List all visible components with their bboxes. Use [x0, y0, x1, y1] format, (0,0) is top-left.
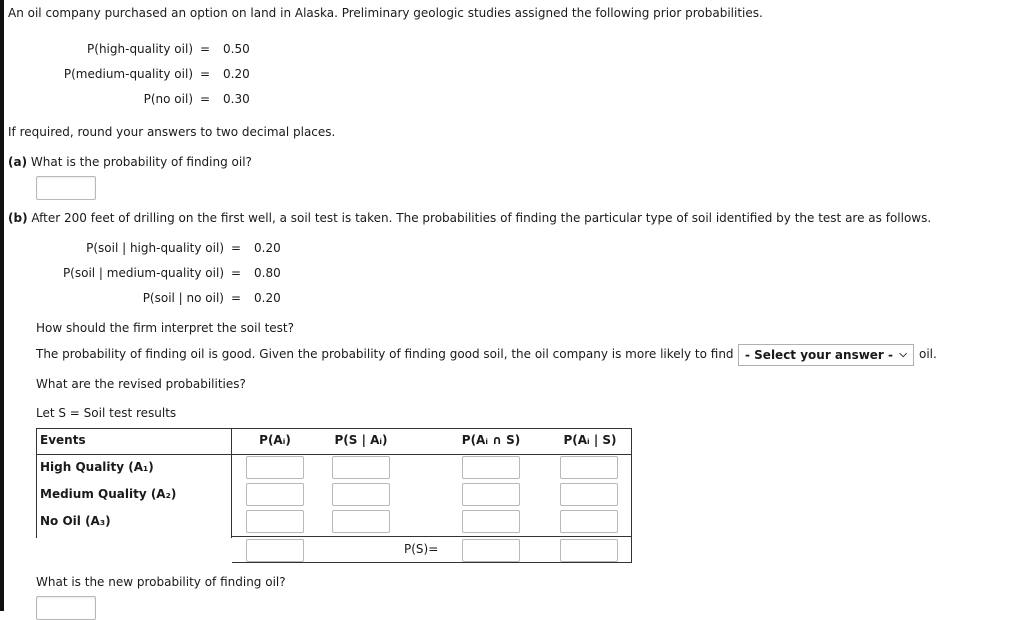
part-a-question — [8, 155, 252, 169]
interpret-suffix: oil. — [919, 347, 937, 361]
header-posterior: P(Aᵢ | S) — [563, 433, 617, 447]
answer-select[interactable] — [738, 344, 914, 366]
table-header-divider — [36, 454, 632, 455]
part-a-letter: (a) — [8, 155, 28, 169]
conditional-input-a2[interactable] — [332, 483, 390, 506]
equals-sign: = — [230, 266, 242, 280]
conditional-input-a1[interactable] — [332, 456, 390, 479]
interpret-question: How should the firm interpret the soil test? — [36, 321, 295, 335]
prior-value: 0.20 — [223, 67, 250, 81]
prior-value: 0.30 — [223, 92, 250, 106]
part-b-text: After 200 feet of drilling on the first well, a soil test is taken. The probabilities of finding the particular type of soil identified by the test are as follows. — [31, 211, 932, 225]
ps-total-input[interactable] — [462, 539, 520, 562]
table-gap — [36, 538, 232, 564]
chevron-down-icon: ⌵ — [899, 349, 907, 360]
interpret-sentence: The probability of finding oil is good. Given the probability of finding good soil, the oil company is more likely to find — [36, 347, 734, 361]
part-a-answer-input[interactable] — [36, 176, 96, 200]
let-s-definition: Let S = Soil test results — [36, 406, 177, 420]
ps-label: P(S)= — [404, 542, 439, 556]
row-label-none: No Oil (A₃) — [40, 514, 111, 528]
likelihood-label: P(soil | high-quality oil) — [86, 241, 224, 255]
prior-label: P(medium-quality oil) — [63, 67, 193, 81]
select-value: - Select your answer - — [745, 348, 894, 362]
intro-text: An oil company purchased an option on land in Alaska. Preliminary geologic studies assigned the following prior probabilities. — [8, 6, 763, 20]
likelihood-value: 0.20 — [254, 291, 281, 305]
equals-sign: = — [199, 42, 211, 56]
header-conditional: P(S | Aᵢ) — [334, 433, 388, 447]
header-prior: P(Aᵢ) — [259, 433, 291, 447]
prior-input-a1[interactable] — [246, 456, 304, 479]
revised-question: What are the revised probabilities? — [36, 377, 246, 391]
prior-label: P(high-quality oil) — [87, 42, 193, 56]
new-probability-question: What is the new probability of finding oil? — [36, 575, 286, 589]
header-joint: P(Aᵢ ∩ S) — [461, 433, 521, 447]
prior-total-input[interactable] — [246, 539, 304, 562]
prior-input-a2[interactable] — [246, 483, 304, 506]
prior-value: 0.50 — [223, 42, 250, 56]
table-sum-divider — [232, 536, 632, 537]
likelihood-label: P(soil | medium-quality oil) — [62, 266, 224, 280]
prior-label: P(no oil) — [143, 92, 193, 106]
equals-sign: = — [230, 291, 242, 305]
conditional-input-a3[interactable] — [332, 510, 390, 533]
prior-input-a3[interactable] — [246, 510, 304, 533]
likelihood-value: 0.20 — [254, 241, 281, 255]
part-a-text: What is the probability of finding oil? — [30, 155, 252, 169]
equals-sign: = — [199, 67, 211, 81]
part-b-letter: (b) — [8, 211, 28, 225]
equals-sign: = — [230, 241, 242, 255]
part-b-question — [8, 211, 931, 225]
equals-sign: = — [199, 92, 211, 106]
row-label-medium: Medium Quality (A₂) — [40, 487, 177, 501]
likelihood-label: P(soil | no oil) — [142, 291, 224, 305]
likelihood-value: 0.80 — [254, 266, 281, 280]
new-probability-input[interactable] — [36, 596, 96, 620]
rounding-note: If required, round your answers to two decimal places. — [8, 125, 336, 139]
joint-input-a2[interactable] — [462, 483, 520, 506]
posterior-input-a2[interactable] — [560, 483, 618, 506]
joint-input-a3[interactable] — [462, 510, 520, 533]
posterior-input-a3[interactable] — [560, 510, 618, 533]
header-events: Events — [40, 433, 86, 447]
posterior-total-input[interactable] — [560, 539, 618, 562]
posterior-input-a1[interactable] — [560, 456, 618, 479]
row-label-high: High Quality (A₁) — [40, 460, 154, 474]
joint-input-a1[interactable] — [462, 456, 520, 479]
